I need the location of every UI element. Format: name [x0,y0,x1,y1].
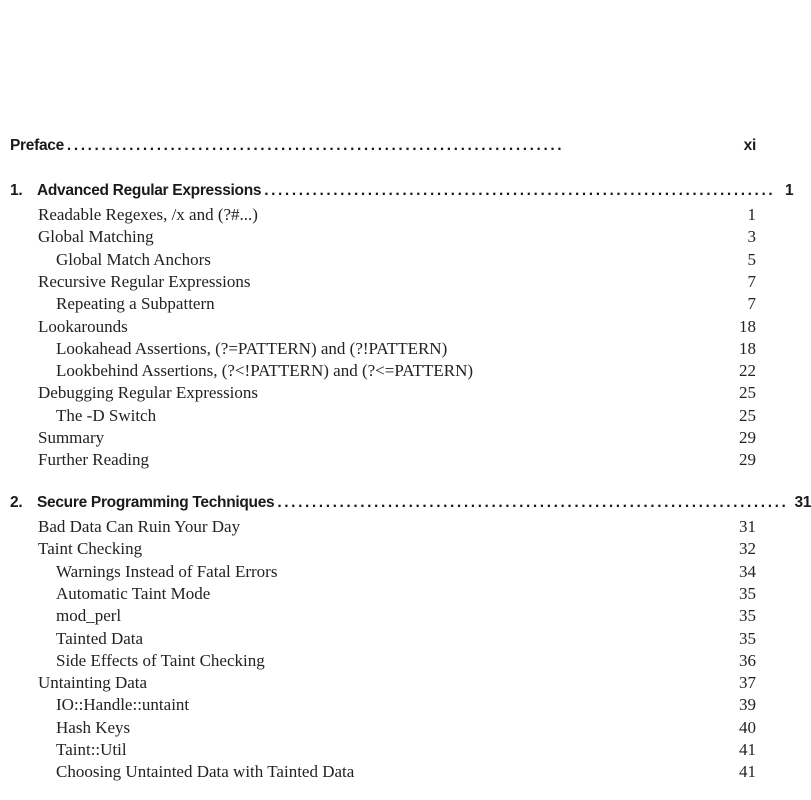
toc-section-page: 36 [739,650,756,670]
toc-chapter-1[interactable] [10,182,794,206]
toc-section-title: Lookbehind Assertions, (?<!PATTERN) and (?<=PATTERN) [56,361,474,381]
toc-section-page: 7 [747,294,756,314]
toc-section-page: 22 [739,361,756,381]
toc-section-page: 34 [739,561,756,581]
dot-leader: .......................................................................... [277,494,789,511]
toc-section-entry[interactable] [38,227,756,249]
toc-section-title: Further Reading [38,450,149,470]
toc-chapter-number: 2. [10,494,23,511]
toc-section-title: Untainting Data [38,673,148,693]
toc-chapter-2[interactable] [10,494,811,518]
toc-section-entry[interactable] [56,294,756,316]
toc-section-entry[interactable] [56,606,756,628]
toc-section-entry[interactable] [56,695,756,717]
toc-section-title: Lookarounds [38,316,128,336]
toc-section-title: Taint Checking [38,539,143,559]
toc-section-page: 18 [739,316,756,336]
toc-section-page: 3 [747,227,756,247]
toc-section-page: 32 [739,539,756,559]
toc-section-title: Tainted Data [56,628,144,648]
toc-section-page: 40 [739,717,756,737]
toc-section-page: 35 [739,606,756,626]
toc-section-entry[interactable] [38,450,756,472]
toc-section-entry[interactable] [38,383,756,405]
toc-section-entry[interactable] [56,740,756,762]
toc-section-entry[interactable] [56,629,756,651]
toc-section-entry[interactable] [38,517,756,539]
toc-section-page: 31 [739,517,756,536]
toc-section-title: Taint::Util [56,740,127,759]
toc-section-page: 41 [739,762,756,782]
toc-section-entry[interactable] [56,651,756,673]
dot-leader: .......................................................................... [264,182,776,199]
toc-chapter-page: 31 [794,494,811,511]
toc-chapter-title: Advanced Regular Expressions [37,182,262,199]
toc-section-title: Summary [38,428,105,447]
toc-section-page: 5 [747,249,756,269]
toc-chapter-title: Secure Programming Techniques [37,494,275,511]
toc-section-page: 35 [739,628,756,648]
toc-section-title: Readable Regexes, /x and (?#...) [38,205,258,224]
toc-section-page: 1 [747,205,756,224]
toc-section-page: 39 [739,695,756,715]
toc-section-title: Recursive Regular Expressions [38,271,251,291]
toc-section-title: IO::Handle::untaint [56,695,190,715]
toc-section-title: Hash Keys [56,717,131,737]
toc-section-title: Warnings Instead of Fatal Errors [56,561,278,581]
toc-section-title: Debugging Regular Expressions [38,383,259,403]
toc-section-entry[interactable] [38,673,756,695]
toc-section-page: 7 [747,271,756,291]
toc-section-title: Bad Data Can Ruin Your Day [38,517,241,536]
toc-entry-preface[interactable] [10,137,756,161]
toc-section-page: 25 [739,405,756,425]
toc-section-entry[interactable] [38,428,756,450]
toc-section-page: 41 [739,740,756,759]
toc-section-page: 18 [739,338,756,358]
toc-section-title: Global Match Anchors [56,249,211,269]
toc-section-entry[interactable] [56,339,756,361]
toc-section-page: 37 [739,673,756,693]
dot-leader: ........................................................................ [66,137,565,154]
toc-section-page: 25 [739,383,756,403]
toc-section-title: Lookahead Assertions, (?=PATTERN) and (?!PATTERN) [56,338,448,358]
toc-section-entry[interactable] [38,272,756,294]
toc-section-entry[interactable] [56,406,756,428]
toc-section-entry[interactable] [38,317,756,339]
toc-section-title: Global Matching [38,227,154,247]
toc-section-page: 35 [739,583,756,603]
toc-section-page: 29 [739,450,756,470]
toc-section-entry[interactable] [56,562,756,584]
toc-section-entry[interactable] [38,539,756,561]
toc-section-page: 29 [739,428,756,447]
toc-section-title: Choosing Untainted Data with Tainted Data [56,762,355,782]
toc-entry-page: xi [743,137,756,154]
toc-section-title: Repeating a Subpattern [56,294,215,314]
toc-section-entry[interactable] [56,250,756,272]
toc-section-title: Automatic Taint Mode [56,583,211,603]
toc-chapter-page: 1 [784,182,794,199]
toc-section-entry[interactable] [56,361,756,383]
toc-section-entry[interactable] [56,762,756,784]
toc-section-entry[interactable] [56,584,756,606]
toc-section-title: mod_perl [56,606,122,626]
toc-section-entry[interactable] [56,718,756,740]
toc-section-title: The -D Switch [56,405,157,425]
toc-chapter-number: 1. [10,182,23,199]
toc-section-title: Side Effects of Taint Checking [56,650,265,670]
toc-section-entry[interactable] [38,205,756,227]
toc-entry-title: Preface [10,137,64,154]
